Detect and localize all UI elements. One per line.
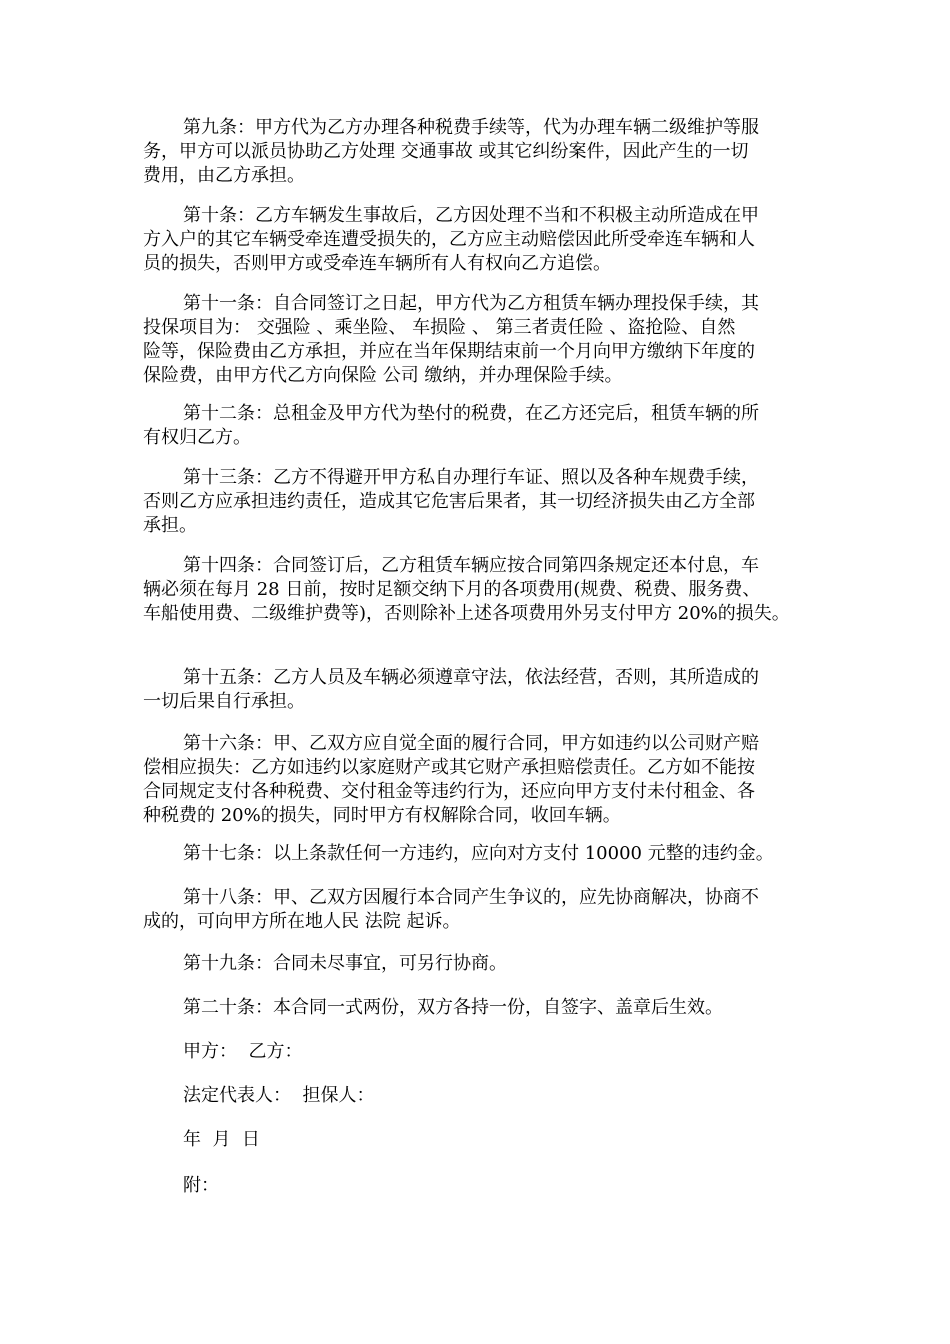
attachment — [143, 1174, 803, 1198]
clause-10 — [143, 204, 803, 276]
text-line: 种税费的 20%的损失，同时甲方有权解除合同，收回车辆。 — [143, 805, 621, 826]
text-line: 投保项目为： 交强险 、乘坐险、 车损险 、 第三者责任险 、盗抢险、自然 — [143, 317, 736, 338]
text-line: 第十八条：甲、乙双方因履行本合同产生争议的，应先协商解决，协商不 — [183, 887, 759, 908]
text-line: 第十四条：合同签订后，乙方租赁车辆应按合同第四条规定还本付息，车 — [183, 555, 759, 576]
text-line: 方入户的其它车辆受牵连遭受损失的，乙方应主动赔偿因此所受牵连车辆和人 — [143, 229, 755, 250]
clause-19 — [143, 952, 803, 976]
text-line: 险等，保险费由乙方承担，并应在当年保期结束前一个月向甲方缴纳下年度的 — [143, 341, 755, 362]
text-line: 务，甲方可以派员协助乙方处理 交通事故 或其它纠纷案件，因此产生的一切 — [143, 141, 749, 162]
clause-13 — [143, 466, 803, 538]
text-line: 成的，可向甲方所在地人民 法院 起诉。 — [143, 911, 461, 932]
text-line: 甲方： 乙方： — [183, 1041, 303, 1062]
text-line: 辆必须在每月 28 日前，按时足额交纳下月的各项费用(规费、税费、服务费、 — [143, 579, 761, 600]
text-line: 第十三条：乙方不得避开甲方私自办理行车证、照以及各种车规费手续， — [183, 467, 759, 488]
text-line: 费用，由乙方承担。 — [143, 165, 305, 186]
clause-15 — [143, 666, 803, 714]
text-line: 第十条：乙方车辆发生事故后，乙方因处理不当和不积极主动所造成在甲 — [183, 205, 759, 226]
clause-9 — [143, 116, 803, 188]
signature-parties — [143, 1040, 803, 1064]
text-line: 第十一条：自合同签订之日起，甲方代为乙方租赁车辆办理投保手续，其 — [183, 293, 759, 314]
text-line: 附： — [183, 1175, 219, 1196]
text-line: 年 月 日 — [183, 1129, 260, 1150]
text-line: 车船使用费、二级维护费等)，否则除补上述各项费用外另支付甲方 20%的损失。 — [143, 603, 790, 624]
clause-16 — [143, 732, 803, 828]
signature-representatives — [143, 1084, 803, 1108]
text-line: 承担。 — [143, 515, 197, 536]
clause-20 — [143, 996, 803, 1020]
text-line: 第十五条：乙方人员及车辆必须遵章守法，依法经营，否则，其所造成的 — [183, 667, 759, 688]
text-line: 保险费，由甲方代乙方向保险 公司 缴纳，并办理保险手续。 — [143, 365, 623, 386]
clause-12 — [143, 402, 803, 450]
text-line: 法定代表人： 担保人： — [183, 1085, 375, 1106]
text-line: 合同规定支付各种税费、交付租金等违约行为，还应向甲方支付未付租金、各 — [143, 781, 755, 802]
clause-18 — [143, 886, 803, 934]
text-line: 有权归乙方。 — [143, 427, 251, 448]
text-line: 一切后果自行承担。 — [143, 691, 305, 712]
text-line: 偿相应损失：乙方如违约以家庭财产或其它财产承担赔偿责任。乙方如不能按 — [143, 757, 755, 778]
text-line: 第九条：甲方代为乙方办理各种税费手续等，代为办理车辆二级维护等服 — [183, 117, 759, 138]
text-line: 第十九条：合同未尽事宜，可另行协商。 — [183, 953, 507, 974]
text-line: 第二十条：本合同一式两份，双方各持一份，自签字、盖章后生效。 — [183, 997, 723, 1018]
clause-17 — [143, 842, 803, 866]
text-line: 员的损失，否则甲方或受牵连车辆所有人有权向乙方追偿。 — [143, 253, 611, 274]
text-line: 第十二条：总租金及甲方代为垫付的税费，在乙方还完后，租赁车辆的所 — [183, 403, 759, 424]
text-line: 否则乙方应承担违约责任，造成其它危害后果者，其一切经济损失由乙方全部 — [143, 491, 755, 512]
text-line: 第十六条：甲、乙双方应自觉全面的履行合同，甲方如违约以公司财产赔 — [183, 733, 759, 754]
clause-14 — [143, 554, 803, 626]
signature-date — [143, 1128, 803, 1152]
clause-11 — [143, 292, 803, 388]
text-line: 第十七条：以上条款任何一方违约，应向对方支付 10000 元整的违约金。 — [183, 843, 774, 864]
